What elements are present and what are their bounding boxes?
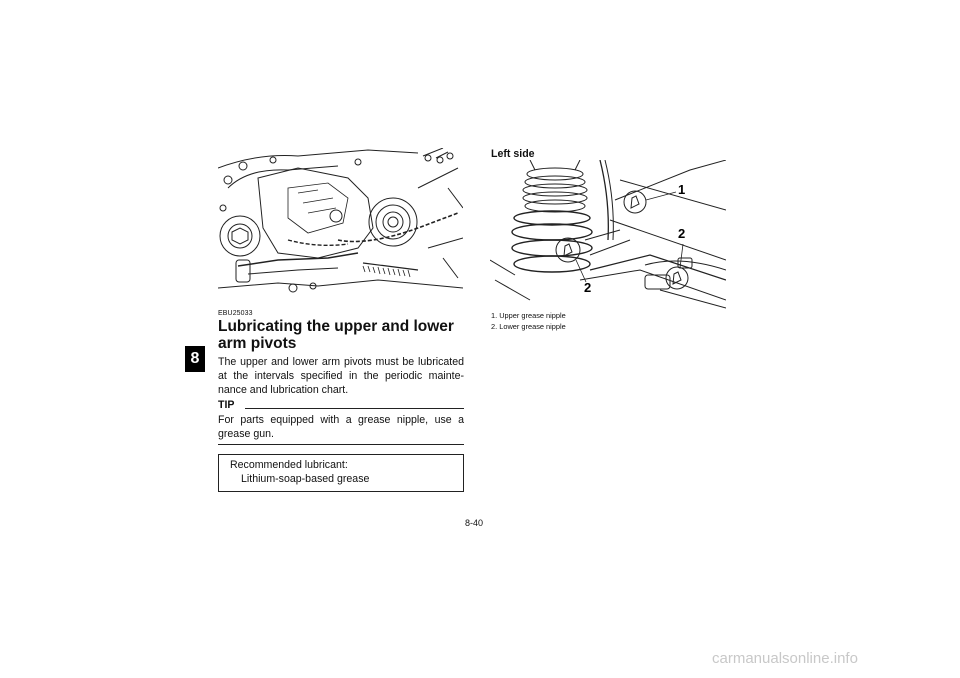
tip-rule-top — [245, 408, 464, 409]
tip-text: For parts equipped with a grease nipple, use a grease gun. — [218, 414, 464, 440]
left-side-suspension-illustration — [490, 160, 726, 310]
engine-sprocket-illustration — [218, 148, 463, 300]
callout-2-left: 2 — [584, 280, 592, 295]
figure-heading: Left side — [491, 148, 535, 160]
section-code: EBU25033 — [218, 310, 253, 317]
callout-2-right: 2 — [678, 226, 686, 241]
watermark: carmanualsonline.info — [712, 650, 858, 667]
page-number: 8-40 — [465, 518, 484, 528]
section-title: Lubricating the upper and lower arm pivots — [218, 318, 454, 352]
legend-item-1: 1. Upper grease nipple — [491, 311, 566, 320]
callout-1: 1 — [678, 182, 686, 197]
chapter-tab: 8 — [185, 346, 205, 372]
lubricant-value: Lithium-soap-based grease — [241, 473, 370, 485]
recommended-lubricant-box — [218, 454, 464, 492]
tip-heading: TIP — [218, 399, 235, 411]
legend-item-2: 2. Lower grease nipple — [491, 322, 566, 331]
lubricant-label: Recommended lubricant: — [230, 459, 348, 471]
tip-rule-bottom — [218, 444, 464, 445]
section-body-text: The upper and lower arm pivots must be lubricated at the intervals specified in the periodic mainte-nance and lubrication chart. — [218, 356, 464, 396]
